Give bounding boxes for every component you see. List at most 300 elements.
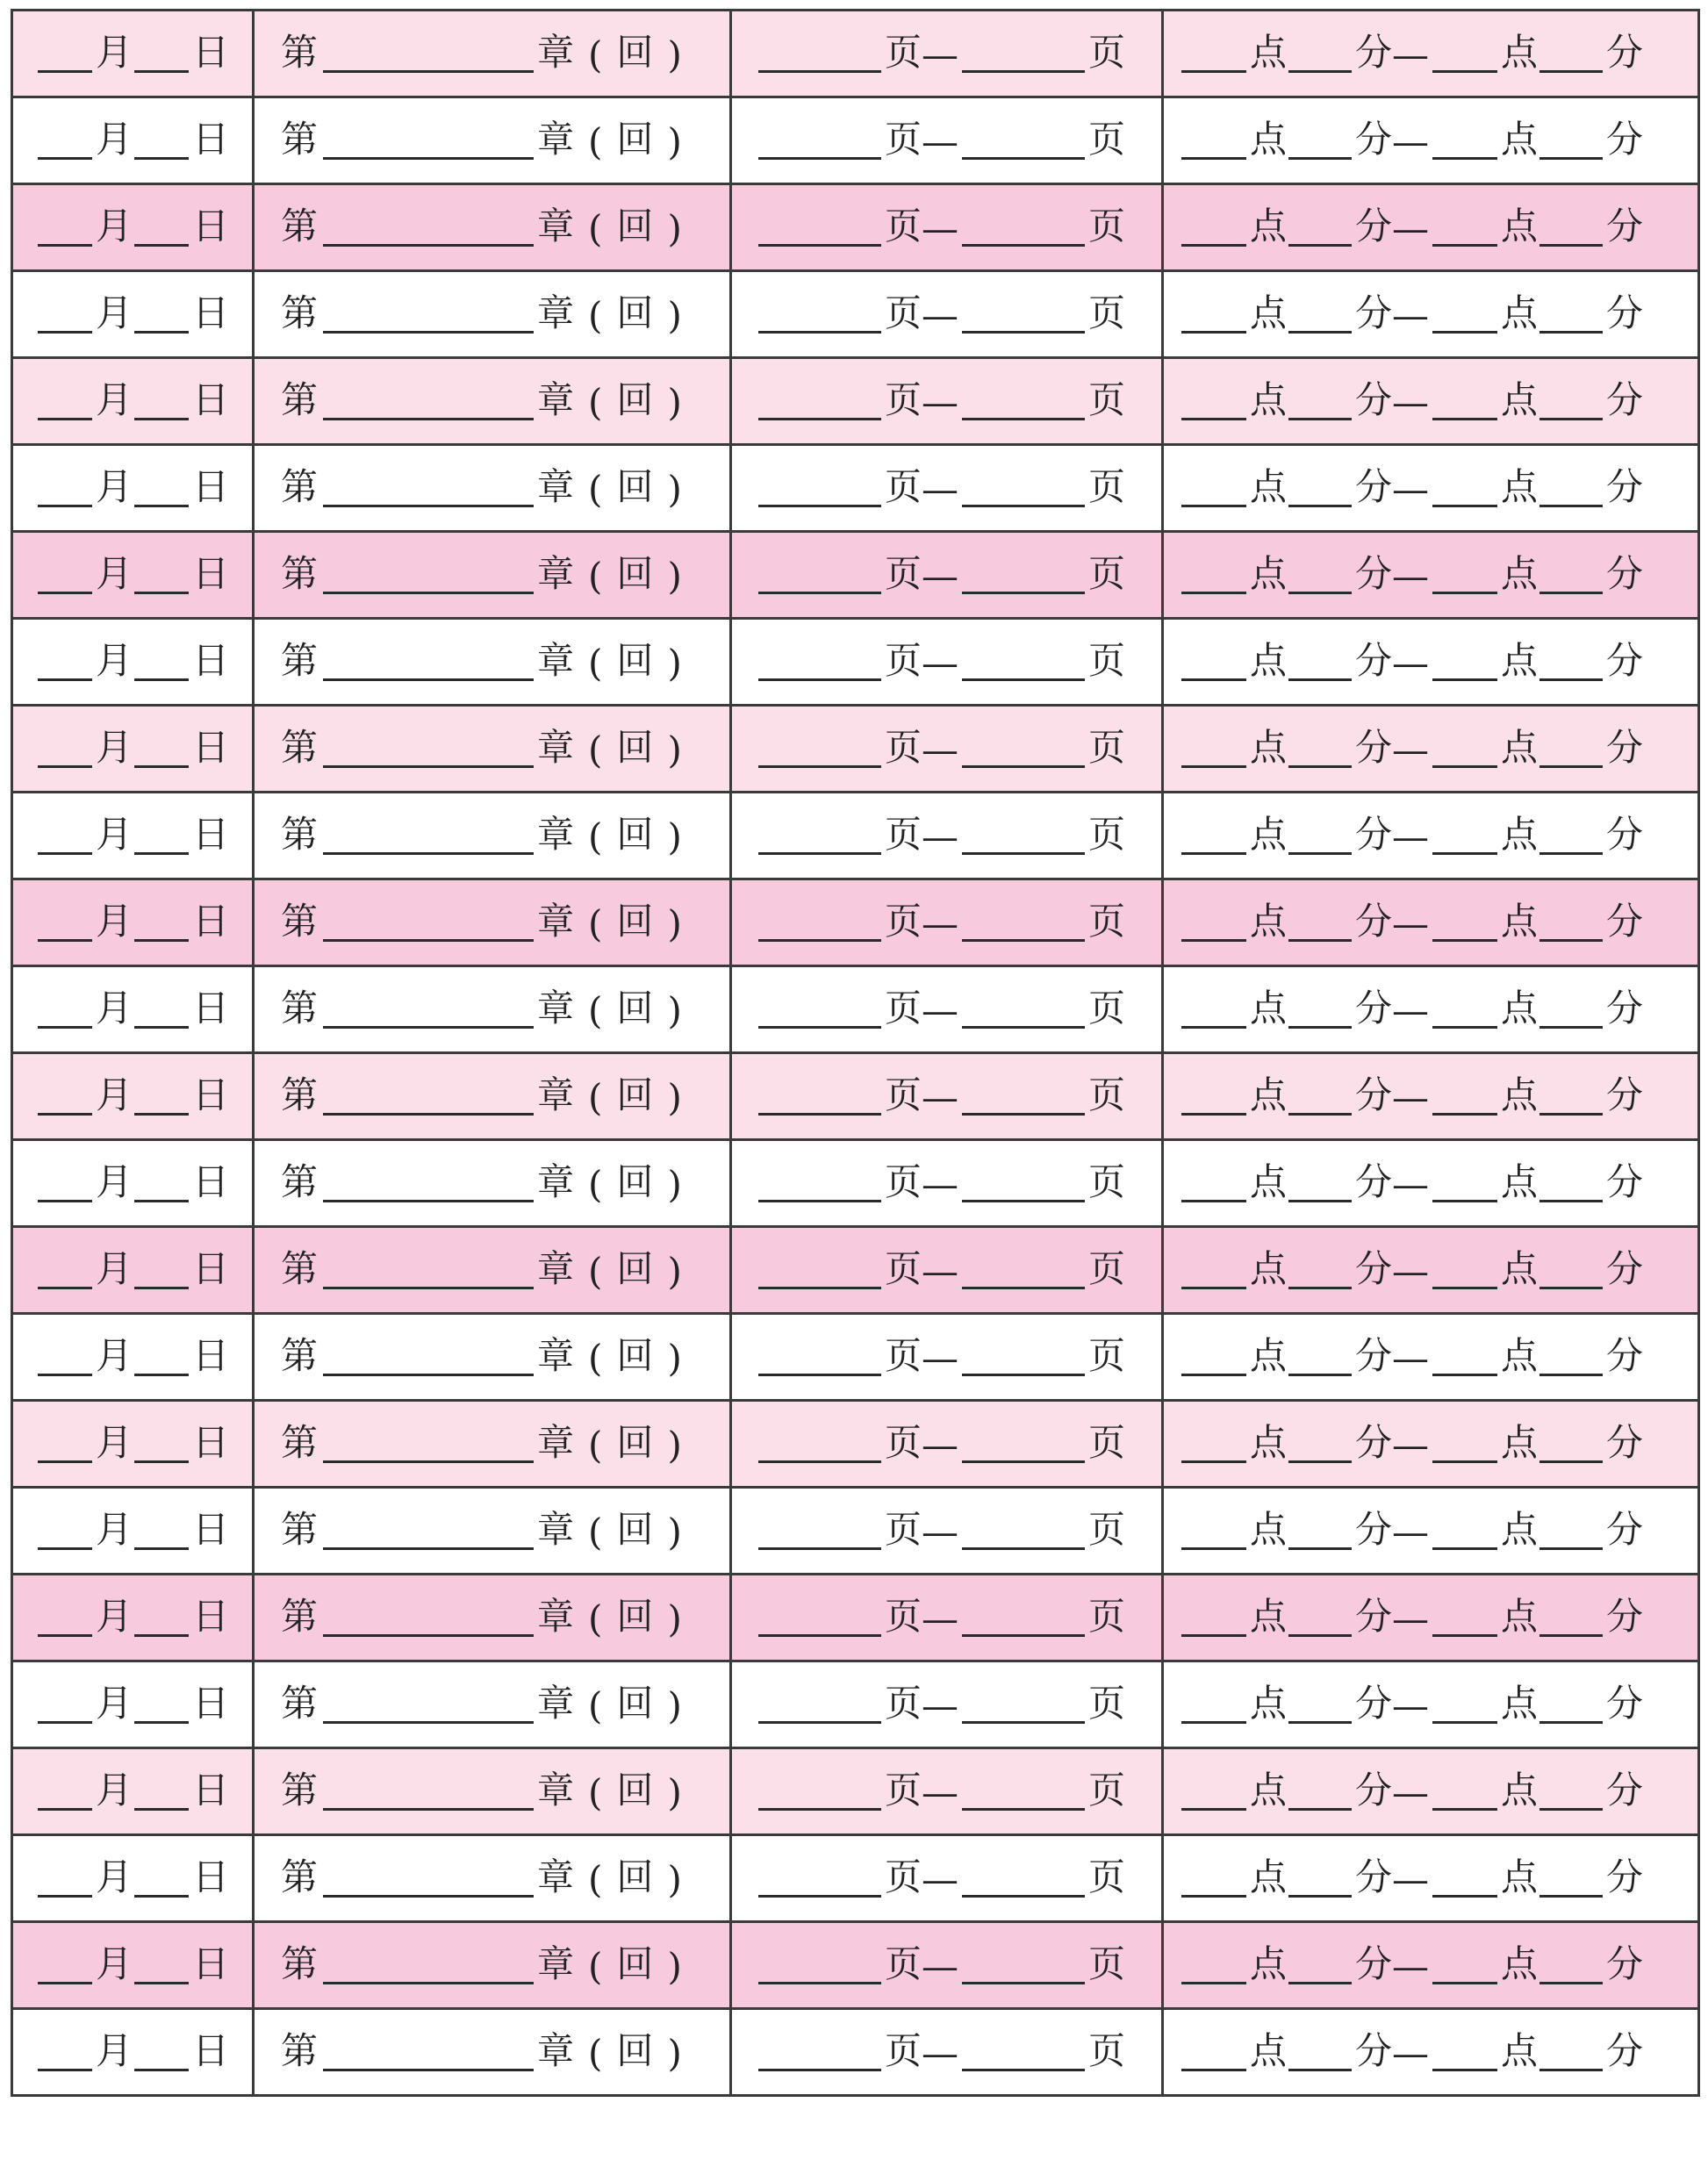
month-blank[interactable] — [38, 764, 92, 768]
end-minute-blank[interactable] — [1539, 590, 1603, 594]
month-blank[interactable] — [38, 2067, 92, 2071]
end-hour-blank[interactable] — [1432, 503, 1497, 507]
time-dash: — — [1392, 1510, 1430, 1553]
day-blank[interactable] — [134, 1719, 189, 1724]
end-page-blank[interactable] — [962, 1372, 1085, 1376]
chapter-blank[interactable] — [323, 850, 534, 855]
chapter-blank[interactable] — [323, 1806, 534, 1811]
start-minute-blank[interactable] — [1288, 1546, 1352, 1550]
date-cell — [12, 2009, 254, 2096]
month-blank[interactable] — [38, 1459, 92, 1463]
start-hour-blank[interactable] — [1181, 1372, 1246, 1376]
date-cell — [12, 1835, 254, 1922]
end-hour-blank[interactable] — [1432, 1546, 1497, 1550]
chapter-prefix-label: 第 — [281, 813, 319, 856]
day-blank[interactable] — [134, 850, 189, 855]
time-dash: — — [1392, 33, 1430, 76]
day-blank[interactable] — [134, 1111, 189, 1116]
end-hour-blank[interactable] — [1432, 1980, 1497, 1984]
hour-label-end: 点 — [1501, 1595, 1539, 1638]
end-minute-blank[interactable] — [1539, 850, 1603, 855]
day-blank[interactable] — [134, 1546, 189, 1550]
day-blank[interactable] — [134, 2067, 189, 2071]
chapter-prefix-label: 第 — [281, 1421, 319, 1464]
end-page-blank[interactable] — [962, 590, 1085, 594]
chapter-suffix-label: 章 — [537, 465, 575, 508]
minute-label: 分 — [1355, 2029, 1393, 2072]
start-page-blank[interactable] — [758, 1111, 881, 1116]
day-blank[interactable] — [134, 1198, 189, 1202]
end-hour-blank[interactable] — [1432, 242, 1497, 247]
end-page-blank[interactable] — [962, 850, 1085, 855]
end-page-blank[interactable] — [962, 1893, 1085, 1898]
end-page-blank[interactable] — [962, 242, 1085, 247]
end-hour-blank[interactable] — [1432, 764, 1497, 768]
month-label: 月 — [96, 1682, 133, 1725]
hui-label: 回 — [616, 1682, 654, 1725]
day-blank[interactable] — [134, 1372, 189, 1376]
end-page-blank[interactable] — [962, 1111, 1085, 1116]
start-page-blank[interactable] — [758, 937, 881, 942]
hour-label-end: 点 — [1501, 205, 1539, 248]
page-label: 页 — [885, 1421, 922, 1464]
end-page-blank[interactable] — [962, 677, 1085, 681]
hour-label: 点 — [1250, 291, 1288, 334]
month-blank[interactable] — [38, 590, 92, 594]
chapter-blank[interactable] — [323, 1372, 534, 1376]
start-hour-blank[interactable] — [1181, 68, 1246, 73]
paren-close: ) — [667, 1771, 682, 1814]
start-hour-blank[interactable] — [1181, 242, 1246, 247]
page-dash: — — [922, 1858, 959, 1901]
start-hour-blank[interactable] — [1181, 1980, 1246, 1984]
end-minute-blank[interactable] — [1539, 68, 1603, 73]
start-page-blank[interactable] — [758, 1806, 881, 1811]
start-minute-blank[interactable] — [1288, 590, 1352, 594]
chapter-prefix-label: 第 — [281, 1334, 319, 1377]
start-minute-blank[interactable] — [1288, 1024, 1352, 1029]
start-minute-blank[interactable] — [1288, 1893, 1352, 1898]
end-hour-blank[interactable] — [1432, 1024, 1497, 1029]
end-minute-blank[interactable] — [1539, 1024, 1603, 1029]
start-minute-blank[interactable] — [1288, 2067, 1352, 2071]
hour-label: 点 — [1250, 1421, 1288, 1464]
day-blank[interactable] — [134, 764, 189, 768]
end-minute-blank[interactable] — [1539, 416, 1603, 420]
page-dash: — — [922, 1945, 959, 1988]
month-blank[interactable] — [38, 1980, 92, 1984]
month-blank[interactable] — [38, 503, 92, 507]
chapter-blank[interactable] — [323, 416, 534, 420]
chapter-blank[interactable] — [323, 155, 534, 160]
end-hour-blank[interactable] — [1432, 329, 1497, 334]
month-blank[interactable] — [38, 850, 92, 855]
paren-close: ) — [667, 120, 682, 163]
start-hour-blank[interactable] — [1181, 1893, 1246, 1898]
start-minute-blank[interactable] — [1288, 1806, 1352, 1811]
end-page-blank[interactable] — [962, 1459, 1085, 1463]
day-blank[interactable] — [134, 1893, 189, 1898]
hour-label-end: 点 — [1501, 1682, 1539, 1725]
page-cell — [731, 619, 1163, 706]
month-blank[interactable] — [38, 1111, 92, 1116]
end-hour-blank[interactable] — [1432, 1198, 1497, 1202]
day-blank[interactable] — [134, 1285, 189, 1289]
start-page-blank[interactable] — [758, 1980, 881, 1984]
chapter-blank[interactable] — [323, 590, 534, 594]
month-blank[interactable] — [38, 1893, 92, 1898]
log-row-6 — [12, 445, 1699, 532]
start-page-blank[interactable] — [758, 2067, 881, 2071]
paren-open: ( — [588, 1858, 603, 1901]
hui-label: 回 — [616, 1769, 654, 1812]
end-hour-blank[interactable] — [1432, 677, 1497, 681]
month-blank[interactable] — [38, 937, 92, 942]
minute-label: 分 — [1355, 378, 1393, 421]
month-blank[interactable] — [38, 68, 92, 73]
end-minute-blank[interactable] — [1539, 242, 1603, 247]
end-hour-blank[interactable] — [1432, 2067, 1497, 2071]
start-page-blank[interactable] — [758, 1719, 881, 1724]
date-cell — [12, 1575, 254, 1661]
start-hour-blank[interactable] — [1181, 1111, 1246, 1116]
day-label: 日 — [192, 2029, 230, 2072]
month-blank[interactable] — [38, 1632, 92, 1637]
month-blank[interactable] — [38, 329, 92, 334]
chapter-prefix-label: 第 — [281, 900, 319, 943]
end-minute-blank[interactable] — [1539, 329, 1603, 334]
day-blank[interactable] — [134, 68, 189, 73]
start-page-blank[interactable] — [758, 1372, 881, 1376]
day-label: 日 — [192, 1855, 230, 1898]
day-blank[interactable] — [134, 1806, 189, 1811]
start-page-blank[interactable] — [758, 850, 881, 855]
page-label: 页 — [885, 1160, 922, 1203]
start-page-blank[interactable] — [758, 1285, 881, 1289]
month-label: 月 — [96, 1247, 133, 1290]
minute-label: 分 — [1355, 987, 1393, 1030]
end-minute-blank[interactable] — [1539, 764, 1603, 768]
start-page-blank[interactable] — [758, 677, 881, 681]
end-minute-blank[interactable] — [1539, 1893, 1603, 1898]
chapter-blank[interactable] — [323, 329, 534, 334]
end-page-blank[interactable] — [962, 155, 1085, 160]
end-hour-blank[interactable] — [1432, 1285, 1497, 1289]
start-page-blank[interactable] — [758, 590, 881, 594]
start-minute-blank[interactable] — [1288, 677, 1352, 681]
start-page-blank[interactable] — [758, 1024, 881, 1029]
end-minute-blank[interactable] — [1539, 1285, 1603, 1289]
page-label: 页 — [885, 205, 922, 248]
end-hour-blank[interactable] — [1432, 850, 1497, 855]
end-page-blank[interactable] — [962, 1806, 1085, 1811]
page-label: 页 — [885, 118, 922, 161]
chapter-cell — [254, 358, 731, 445]
month-label: 月 — [96, 1508, 133, 1551]
paren-close: ) — [667, 815, 682, 858]
chapter-prefix-label: 第 — [281, 1160, 319, 1203]
end-page-blank[interactable] — [962, 1980, 1085, 1984]
start-minute-blank[interactable] — [1288, 1459, 1352, 1463]
start-page-blank[interactable] — [758, 155, 881, 160]
page-label-end: 页 — [1088, 726, 1126, 769]
month-blank[interactable] — [38, 1024, 92, 1029]
page-dash: — — [922, 642, 959, 685]
day-blank[interactable] — [134, 1024, 189, 1029]
end-page-blank[interactable] — [962, 2067, 1085, 2071]
end-hour-blank[interactable] — [1432, 68, 1497, 73]
end-page-blank[interactable] — [962, 329, 1085, 334]
day-blank[interactable] — [134, 242, 189, 247]
start-hour-blank[interactable] — [1181, 1459, 1246, 1463]
day-blank[interactable] — [134, 1459, 189, 1463]
start-minute-blank[interactable] — [1288, 503, 1352, 507]
chapter-cell — [254, 1314, 731, 1401]
start-hour-blank[interactable] — [1181, 416, 1246, 420]
chapter-prefix-label: 第 — [281, 291, 319, 334]
start-hour-blank[interactable] — [1181, 850, 1246, 855]
hour-label: 点 — [1250, 1682, 1288, 1725]
start-page-blank[interactable] — [758, 1198, 881, 1202]
hour-label-end: 点 — [1501, 2029, 1539, 2072]
chapter-prefix-label: 第 — [281, 1682, 319, 1725]
start-minute-blank[interactable] — [1288, 1632, 1352, 1637]
month-label: 月 — [96, 1421, 133, 1464]
chapter-cell — [254, 445, 731, 532]
log-row-12 — [12, 966, 1699, 1053]
end-hour-blank[interactable] — [1432, 1459, 1497, 1463]
end-minute-blank[interactable] — [1539, 1372, 1603, 1376]
day-blank[interactable] — [134, 1632, 189, 1637]
start-minute-blank[interactable] — [1288, 1285, 1352, 1289]
end-minute-blank[interactable] — [1539, 1459, 1603, 1463]
start-hour-blank[interactable] — [1181, 764, 1246, 768]
month-blank[interactable] — [38, 1546, 92, 1550]
day-blank[interactable] — [134, 590, 189, 594]
start-page-blank[interactable] — [758, 503, 881, 507]
chapter-blank[interactable] — [323, 1546, 534, 1550]
chapter-blank[interactable] — [323, 242, 534, 247]
end-minute-blank[interactable] — [1539, 937, 1603, 942]
start-hour-blank[interactable] — [1181, 1806, 1246, 1811]
end-page-blank[interactable] — [962, 1719, 1085, 1724]
chapter-blank[interactable] — [323, 1198, 534, 1202]
minute-label: 分 — [1355, 1855, 1393, 1898]
page-cell — [731, 11, 1163, 97]
month-blank[interactable] — [38, 155, 92, 160]
end-page-blank[interactable] — [962, 1024, 1085, 1029]
start-hour-blank[interactable] — [1181, 2067, 1246, 2071]
paren-close: ) — [667, 642, 682, 685]
end-hour-blank[interactable] — [1432, 416, 1497, 420]
start-minute-blank[interactable] — [1288, 1111, 1352, 1116]
end-minute-blank[interactable] — [1539, 1719, 1603, 1724]
month-blank[interactable] — [38, 677, 92, 681]
end-hour-blank[interactable] — [1432, 590, 1497, 594]
end-page-blank[interactable] — [962, 503, 1085, 507]
month-blank[interactable] — [38, 1719, 92, 1724]
minute-label-end: 分 — [1606, 1334, 1644, 1377]
start-hour-blank[interactable] — [1181, 937, 1246, 942]
page-label: 页 — [885, 1073, 922, 1116]
chapter-blank[interactable] — [323, 1893, 534, 1898]
page-cell — [731, 358, 1163, 445]
page-dash: — — [922, 1424, 959, 1467]
chapter-blank[interactable] — [323, 677, 534, 681]
start-hour-blank[interactable] — [1181, 503, 1246, 507]
end-hour-blank[interactable] — [1432, 1806, 1497, 1811]
start-minute-blank[interactable] — [1288, 764, 1352, 768]
chapter-blank[interactable] — [323, 1111, 534, 1116]
start-page-blank[interactable] — [758, 1459, 881, 1463]
end-hour-blank[interactable] — [1432, 155, 1497, 160]
chapter-blank[interactable] — [323, 764, 534, 768]
page-cell — [731, 793, 1163, 879]
start-hour-blank[interactable] — [1181, 1632, 1246, 1637]
day-blank[interactable] — [134, 329, 189, 334]
end-minute-blank[interactable] — [1539, 1632, 1603, 1637]
start-hour-blank[interactable] — [1181, 329, 1246, 334]
month-label: 月 — [96, 2029, 133, 2072]
start-hour-blank[interactable] — [1181, 1285, 1246, 1289]
paren-open: ( — [588, 207, 603, 250]
end-page-blank[interactable] — [962, 416, 1085, 420]
time-cell — [1163, 184, 1699, 271]
start-minute-blank[interactable] — [1288, 937, 1352, 942]
end-hour-blank[interactable] — [1432, 1719, 1497, 1724]
start-page-blank[interactable] — [758, 68, 881, 73]
chapter-blank[interactable] — [323, 937, 534, 942]
day-blank[interactable] — [134, 416, 189, 420]
end-minute-blank[interactable] — [1539, 155, 1603, 160]
page-label-end: 页 — [1088, 465, 1126, 508]
paren-close: ) — [667, 1945, 682, 1988]
chapter-blank[interactable] — [323, 1285, 534, 1289]
page-cell — [731, 1314, 1163, 1401]
month-blank[interactable] — [38, 1806, 92, 1811]
end-page-blank[interactable] — [962, 68, 1085, 73]
start-minute-blank[interactable] — [1288, 329, 1352, 334]
end-minute-blank[interactable] — [1539, 503, 1603, 507]
end-page-blank[interactable] — [962, 764, 1085, 768]
chapter-cell — [254, 966, 731, 1053]
page-cell — [731, 879, 1163, 966]
time-dash: — — [1392, 1337, 1430, 1380]
minute-label-end: 分 — [1606, 1769, 1644, 1812]
end-minute-blank[interactable] — [1539, 2067, 1603, 2071]
start-hour-blank[interactable] — [1181, 677, 1246, 681]
page-dash: — — [922, 120, 959, 163]
end-minute-blank[interactable] — [1539, 1198, 1603, 1202]
page-label-end: 页 — [1088, 291, 1126, 334]
start-minute-blank[interactable] — [1288, 68, 1352, 73]
end-page-blank[interactable] — [962, 1546, 1085, 1550]
start-hour-blank[interactable] — [1181, 155, 1246, 160]
minute-label: 分 — [1355, 1682, 1393, 1725]
day-blank[interactable] — [134, 937, 189, 942]
chapter-blank[interactable] — [323, 1980, 534, 1984]
day-blank[interactable] — [134, 155, 189, 160]
page-cell — [731, 1053, 1163, 1140]
start-hour-blank[interactable] — [1181, 1546, 1246, 1550]
page-dash: — — [922, 1597, 959, 1640]
time-cell — [1163, 358, 1699, 445]
end-hour-blank[interactable] — [1432, 1632, 1497, 1637]
chapter-prefix-label: 第 — [281, 1508, 319, 1551]
start-page-blank[interactable] — [758, 242, 881, 247]
end-hour-blank[interactable] — [1432, 1372, 1497, 1376]
end-page-blank[interactable] — [962, 1198, 1085, 1202]
end-page-blank[interactable] — [962, 937, 1085, 942]
end-hour-blank[interactable] — [1432, 1111, 1497, 1116]
end-page-blank[interactable] — [962, 1285, 1085, 1289]
day-blank[interactable] — [134, 503, 189, 507]
start-minute-blank[interactable] — [1288, 1198, 1352, 1202]
day-blank[interactable] — [134, 1980, 189, 1984]
chapter-blank[interactable] — [323, 1459, 534, 1463]
page-label-end: 页 — [1088, 639, 1126, 682]
start-hour-blank[interactable] — [1181, 590, 1246, 594]
end-hour-blank[interactable] — [1432, 1893, 1497, 1898]
chapter-blank[interactable] — [323, 1632, 534, 1637]
start-page-blank[interactable] — [758, 416, 881, 420]
start-hour-blank[interactable] — [1181, 1024, 1246, 1029]
end-minute-blank[interactable] — [1539, 1980, 1603, 1984]
start-hour-blank[interactable] — [1181, 1198, 1246, 1202]
paren-open: ( — [588, 2032, 603, 2075]
start-minute-blank[interactable] — [1288, 1719, 1352, 1724]
start-minute-blank[interactable] — [1288, 1980, 1352, 1984]
month-blank[interactable] — [38, 1372, 92, 1376]
start-page-blank[interactable] — [758, 1546, 881, 1550]
start-minute-blank[interactable] — [1288, 1372, 1352, 1376]
chapter-blank[interactable] — [323, 2067, 534, 2071]
time-dash: — — [1392, 1424, 1430, 1467]
hour-label-end: 点 — [1501, 813, 1539, 856]
start-minute-blank[interactable] — [1288, 416, 1352, 420]
day-label: 日 — [192, 813, 230, 856]
day-blank[interactable] — [134, 677, 189, 681]
chapter-blank[interactable] — [323, 503, 534, 507]
chapter-blank[interactable] — [323, 68, 534, 73]
start-minute-blank[interactable] — [1288, 155, 1352, 160]
start-hour-blank[interactable] — [1181, 1719, 1246, 1724]
start-page-blank[interactable] — [758, 1632, 881, 1637]
end-minute-blank[interactable] — [1539, 1546, 1603, 1550]
chapter-suffix-label: 章 — [537, 2029, 575, 2072]
date-cell — [12, 184, 254, 271]
month-blank[interactable] — [38, 416, 92, 420]
minute-label-end: 分 — [1606, 291, 1644, 334]
start-minute-blank[interactable] — [1288, 242, 1352, 247]
end-hour-blank[interactable] — [1432, 937, 1497, 942]
month-blank[interactable] — [38, 242, 92, 247]
chapter-blank[interactable] — [323, 1719, 534, 1724]
chapter-blank[interactable] — [323, 1024, 534, 1029]
month-blank[interactable] — [38, 1285, 92, 1289]
chapter-prefix-label: 第 — [281, 987, 319, 1030]
end-minute-blank[interactable] — [1539, 1806, 1603, 1811]
start-page-blank[interactable] — [758, 764, 881, 768]
start-page-blank[interactable] — [758, 329, 881, 334]
month-blank[interactable] — [38, 1198, 92, 1202]
start-minute-blank[interactable] — [1288, 850, 1352, 855]
page-label-end: 页 — [1088, 900, 1126, 943]
start-page-blank[interactable] — [758, 1893, 881, 1898]
end-minute-blank[interactable] — [1539, 1111, 1603, 1116]
end-minute-blank[interactable] — [1539, 677, 1603, 681]
end-page-blank[interactable] — [962, 1632, 1085, 1637]
